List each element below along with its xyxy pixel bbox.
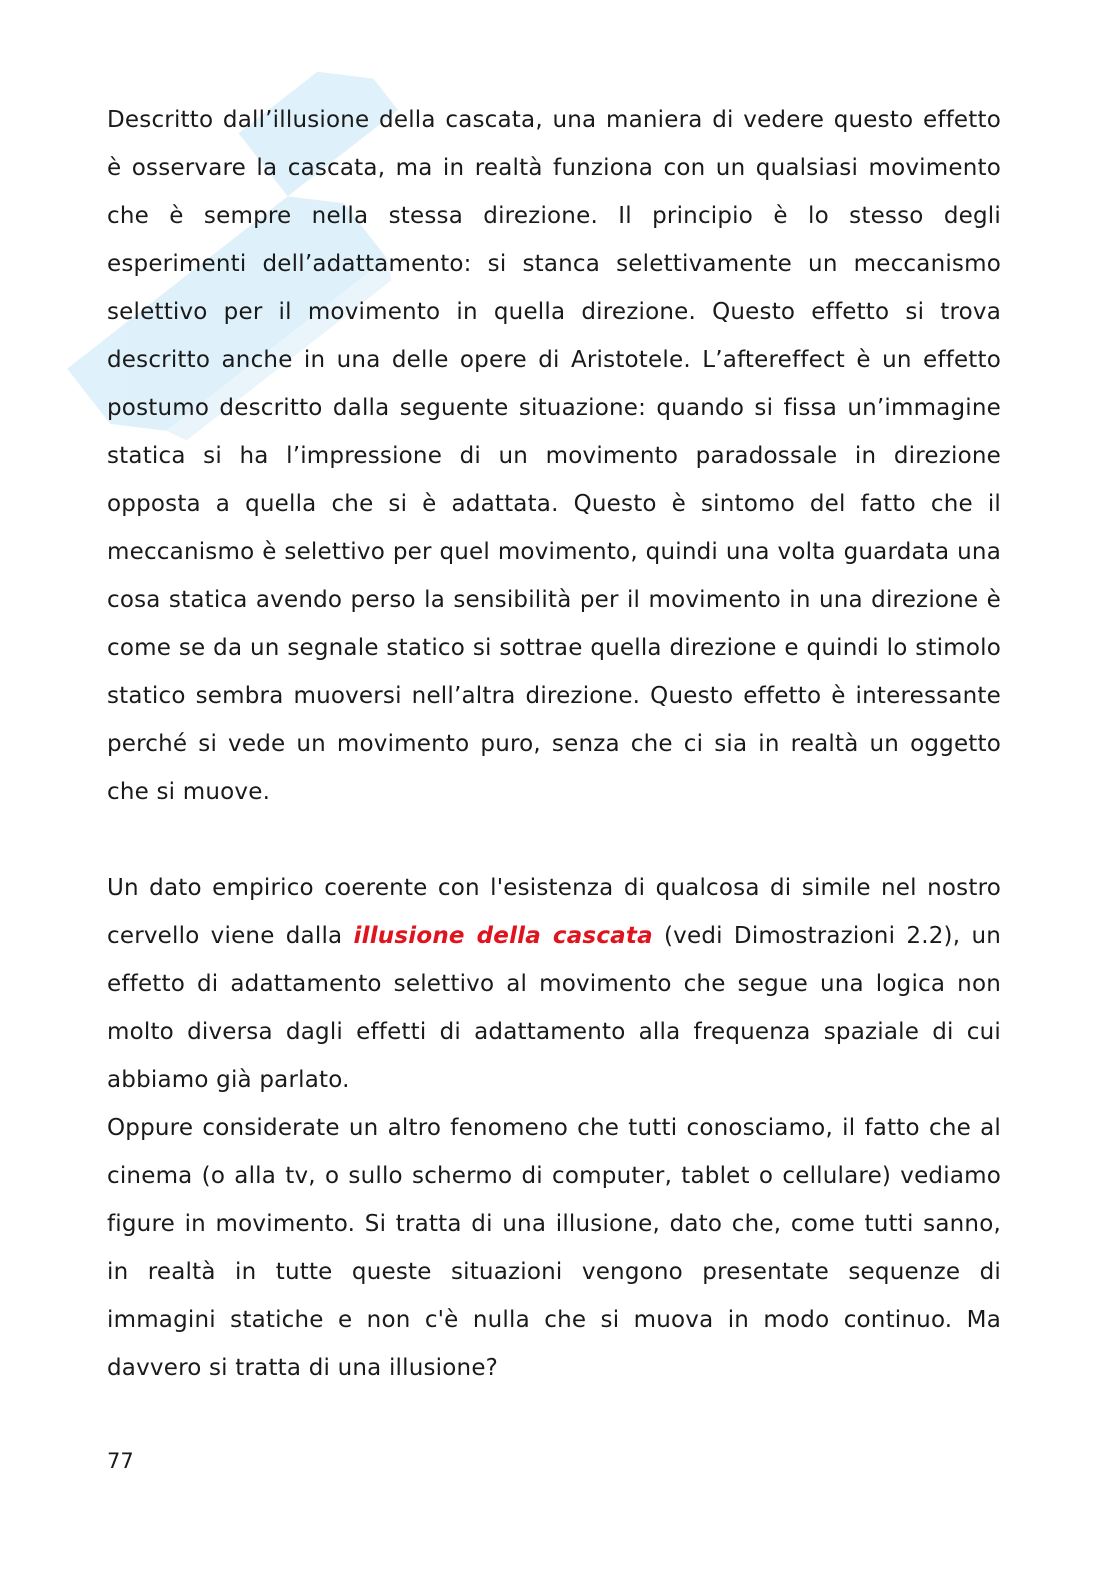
page-number: 77 (107, 1449, 134, 1473)
paragraph-text-before: Un dato empirico coerente con l'esistenza di qualcosa di simile nel nostro cervello viene dalla (107, 875, 1001, 949)
waterfall-illusion-highlight: illusione della cascata (353, 923, 653, 949)
paragraph-spacer (107, 816, 1001, 864)
paragraph-waterfall-illusion (107, 864, 1001, 1104)
paragraph-aftereffect: Descritto dall’illusione della cascata, una maniera di vedere questo effetto è osservare la cascata, ma in realtà funziona con un qualsiasi movimento che è sempre nella stessa direzione. Il principio è lo stesso degli esperimenti dell’adattamento: si stanca selettivamente un meccanismo selettivo per il movimento in quella direzione. Questo effetto si trova descritto anche in una delle opere di Aristotele. L’aftereffect è un effetto postumo descritto dalla seguente situazione: quando si fissa un’immagine statica si ha l’impressione di un movimento paradossale in direzione opposta a quella che si è adattata. Questo è sintomo del fatto che il meccanismo è selettivo per quel movimento, quindi una volta guardata una cosa statica avendo perso la sensibilità per il movimento in una direzione è come se da un segnale statico si sottrae quella direzione e quindi lo stimolo statico sembra muoversi nell’altra direzione. Questo effetto è interessante perché si vede un movimento puro, senza che ci sia in realtà un oggetto che si muove. (107, 107, 1001, 805)
paragraph-cinema-illusion: Oppure considerate un altro fenomeno che tutti conosciamo, il fatto che al cinema (o alla tv, o sullo schermo di computer, tablet o cellulare) vediamo figure in movimento. Si tratta di una illusione, dato che, come tutti sanno, in realtà in tutte queste situazioni vengono presentate sequenze di immagini statiche e non c'è nulla che si muova in modo continuo. Ma davvero si tratta di una illusione? (107, 1115, 1001, 1381)
paragraph-text-after: (vedi Dimostrazioni 2.2), un effetto di adattamento selettivo al movimento che segue una logica non molto diversa dagli effetti di adattamento alla frequenza spaziale di cui abbiamo già parlato. (107, 923, 1001, 1093)
body-text (107, 96, 1001, 1392)
